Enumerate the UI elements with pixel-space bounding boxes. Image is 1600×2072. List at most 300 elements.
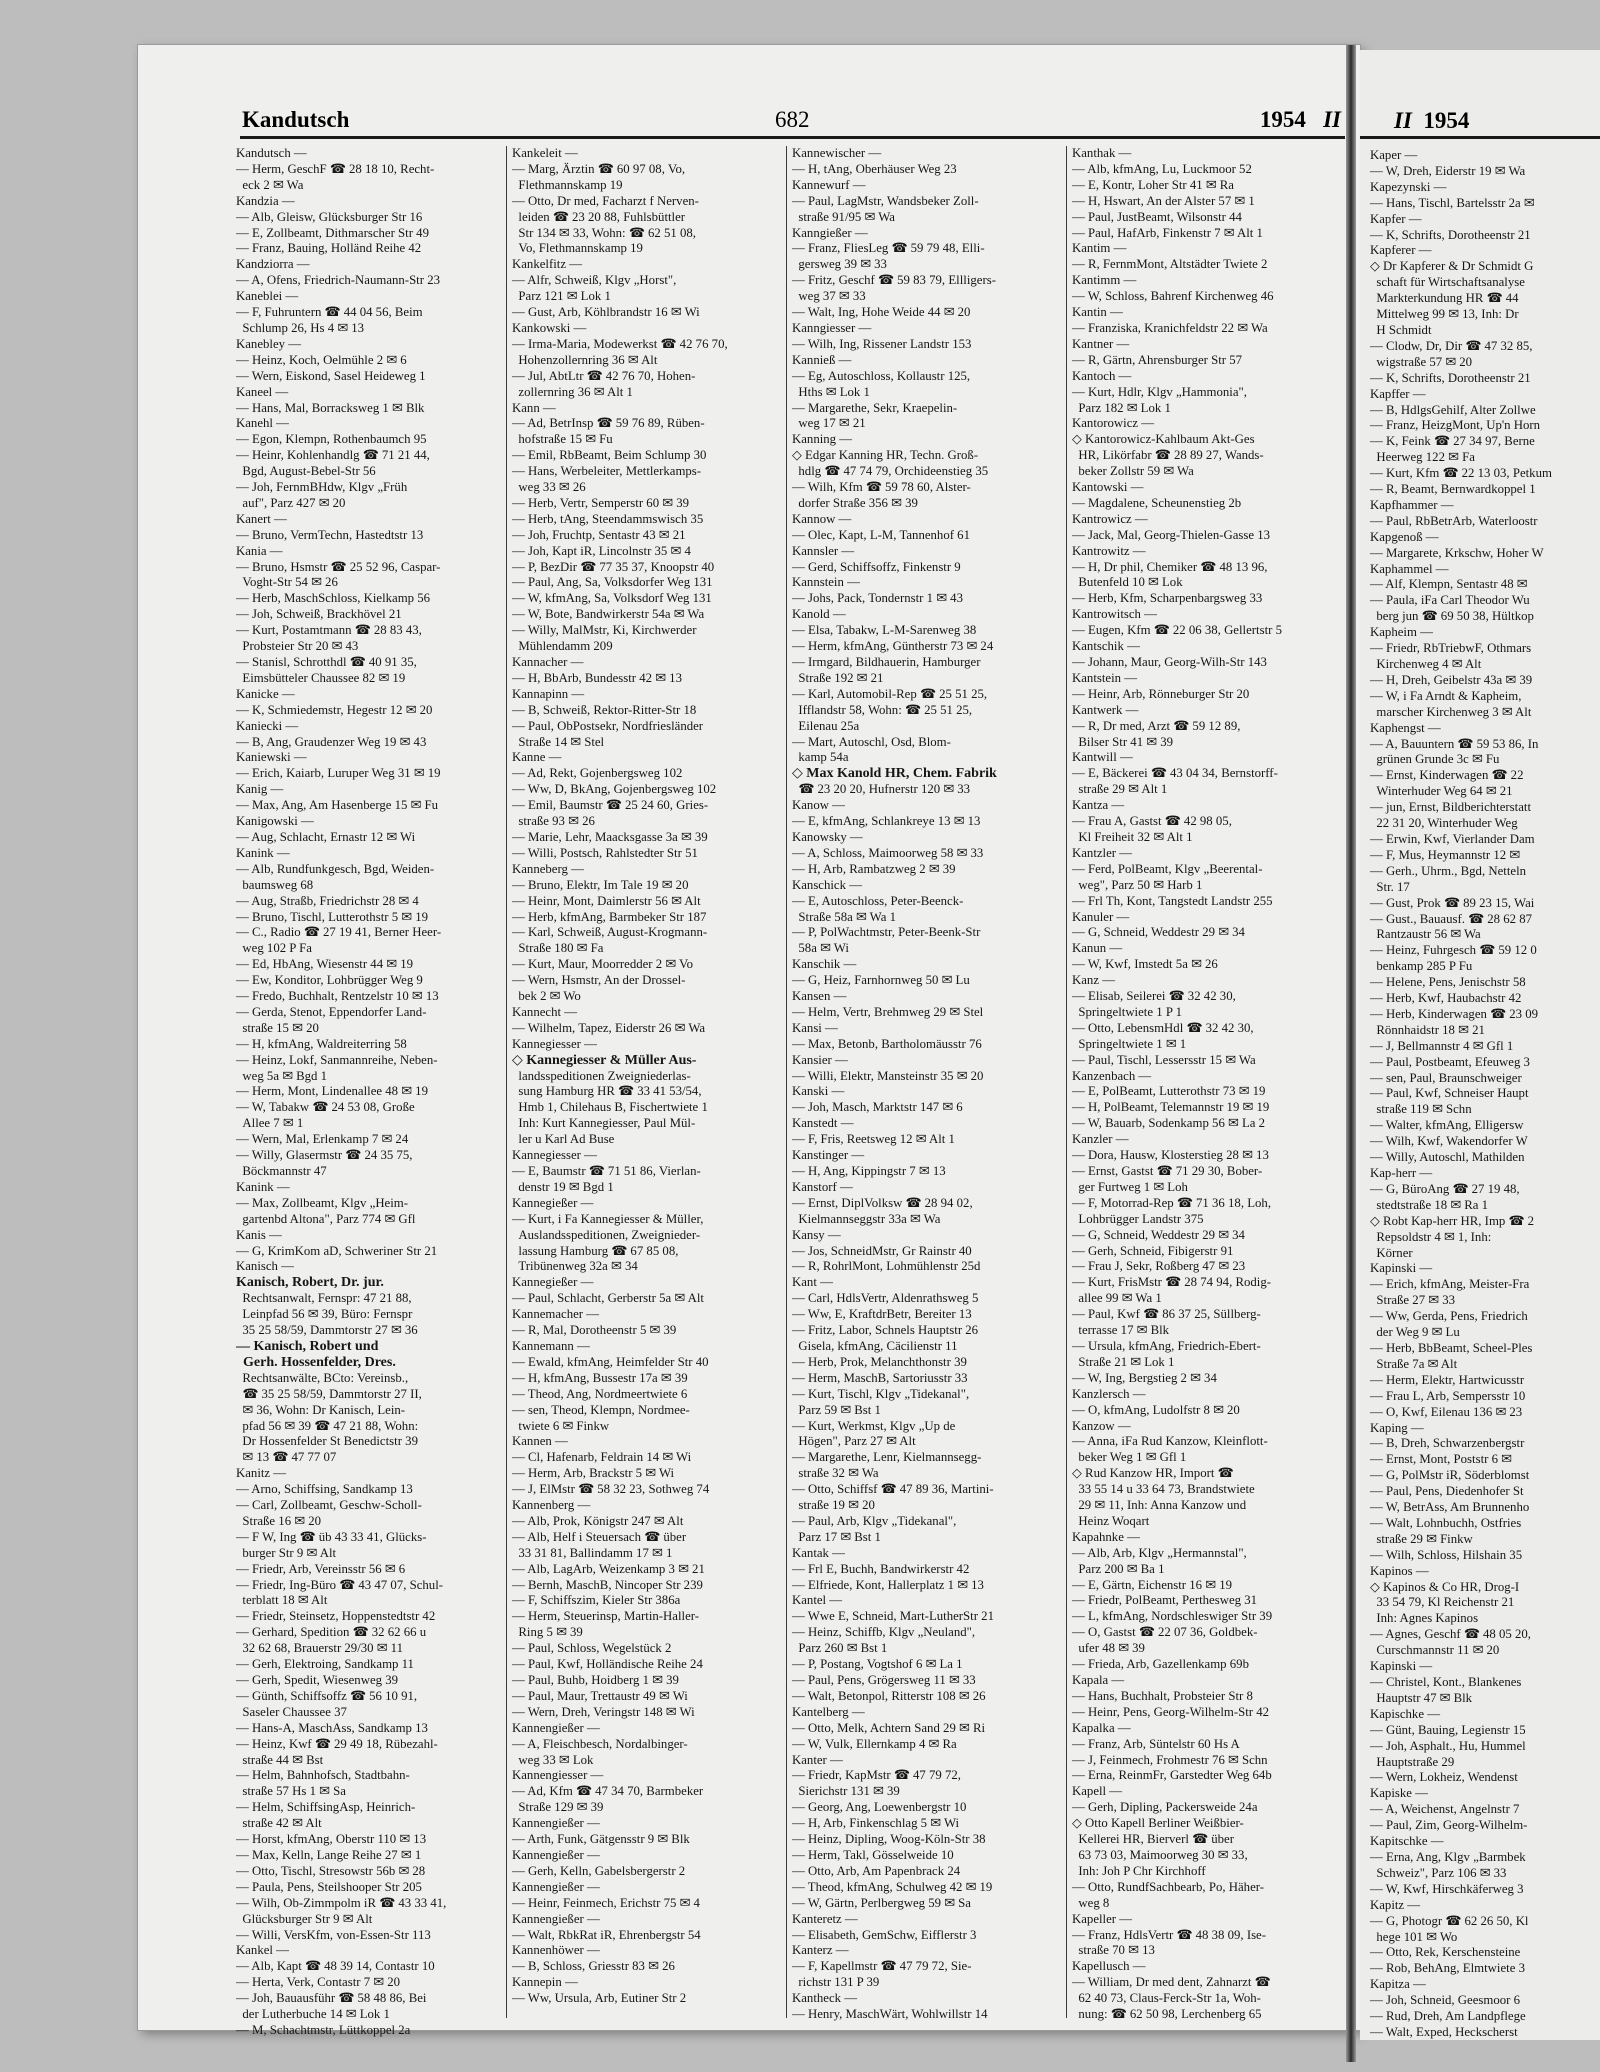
directory-entry: Kantzler — <box>1072 845 1133 860</box>
directory-entry: — Herm, GeschF ☎ 28 18 10, Recht- <box>236 161 435 176</box>
directory-entry: — Margarethe, Lenr, Kielmannsegg- <box>792 1450 982 1465</box>
directory-entry: — Kanisch, Robert und <box>236 1338 379 1354</box>
directory-entry: Rechtsanwälte, BCto: Vereinsb., <box>236 1370 409 1385</box>
directory-entry: — Willi, Elektr, Mansteinstr 35 ✉ 20 <box>792 1068 984 1083</box>
directory-entry: Straße 58a ✉ Wa 1 <box>792 909 896 924</box>
directory-entry: — E, kfmAng, Schlankreye 13 ✉ 13 <box>792 814 981 829</box>
directory-entry: Kannewurf — <box>792 177 866 192</box>
directory-entry: — F, Fris, Reetsweg 12 ✉ Alt 1 <box>792 1132 955 1147</box>
directory-entry: stedtstraße 18 ✉ Ra 1 <box>1370 1197 1489 1212</box>
directory-entry: Kanisch — <box>236 1259 294 1274</box>
directory-entry: — W, i Fa Arndt & Kapheim, <box>1370 688 1522 703</box>
directory-entry: — jun, Ernst, Bildberichterstatt <box>1370 800 1531 815</box>
directory-entry: Bgd, August-Bebel-Str 56 <box>236 464 376 479</box>
directory-entry: Kantrowicz — <box>1072 511 1148 526</box>
directory-entry: — G, Schneid, Weddestr 29 ✉ 34 <box>1072 1227 1245 1242</box>
directory-entry: Mittelweg 99 ✉ 13, Inh: Dr <box>1370 307 1519 322</box>
directory-entry: weg 8 <box>1072 1895 1110 1910</box>
directory-entry: — Kurt, Kfm ☎ 22 13 03, Petkum <box>1370 466 1552 481</box>
directory-entry: — Eg, Autoschloss, Kollaustr 125, <box>792 368 971 383</box>
column-rule <box>506 146 507 2018</box>
directory-entry: Kanun — <box>1072 941 1123 956</box>
directory-entry: — Johann, Maur, Georg-Wilh-Str 143 <box>1072 655 1267 669</box>
book-gutter <box>1346 45 1356 2062</box>
directory-entry: ✉ 36, Wohn: Dr Kanisch, Lein- <box>236 1402 406 1417</box>
directory-entry: Str 134 ✉ 33, Wohn: ☎ 62 51 08, <box>512 225 696 240</box>
directory-entry: — B, Ang, Graudenzer Weg 19 ✉ 43 <box>236 734 427 749</box>
directory-entry: Kantheck — <box>792 1991 858 2006</box>
directory-entry: — H, PolBeamt, Telemannstr 19 ✉ 19 <box>1072 1100 1270 1115</box>
directory-entry: Körner <box>1370 1245 1413 1260</box>
directory-entry: Kania — <box>236 543 283 558</box>
directory-entry: straße 29 ✉ Finkw <box>1370 1531 1473 1546</box>
directory-entry: Kapinski — <box>1370 1659 1433 1674</box>
directory-entry: — R, Mal, Dorotheenstr 5 ✉ 39 <box>512 1323 677 1338</box>
directory-entry: — Max, Kelln, Lange Reihe 27 ✉ 1 <box>236 1847 422 1862</box>
directory-entry: — Herb, Kwf, Haubachstr 42 <box>1370 991 1522 1006</box>
directory-entry: Ifflandstr 58, Wohn: ☎ 25 51 25, <box>792 702 973 717</box>
directory-entry: Kanzler — <box>1072 1132 1129 1147</box>
directory-entry: — W, Kwf, Imstedt 5a ✉ 26 <box>1072 957 1218 972</box>
directory-entry: — Helm, Vertr, Brehmweg 29 ✉ Stel <box>792 1004 984 1019</box>
directory-entry: — Otto, Arb, Am Papenbrack 24 <box>792 1863 961 1878</box>
directory-entry: hdlg ☎ 47 74 79, Orchideenstieg 35 <box>792 464 989 479</box>
directory-entry: Kapferer — <box>1370 243 1432 258</box>
directory-entry: — Paula, Pens, Steilshooper Str 205 <box>236 1879 422 1894</box>
directory-entry: weg 5a ✉ Bgd 1 <box>236 1068 328 1083</box>
directory-entry: weg 37 ✉ 33 <box>792 289 866 304</box>
directory-entry: — W, Bauarb, Sodenkamp 56 ✉ La 2 <box>1072 1116 1266 1131</box>
directory-entry: hofstraße 15 ✉ Fu <box>512 432 613 447</box>
column-3 <box>792 146 1060 2022</box>
directory-entry: — P, Postang, Vogtshof 6 ✉ La 1 <box>792 1657 963 1672</box>
directory-entry: — Günt, Bauing, Legienstr 15 <box>1370 1722 1526 1737</box>
directory-entry: — Herb, Vertr, Semperstr 60 ✉ 39 <box>512 495 690 510</box>
directory-entry: terblatt 18 ✉ Alt <box>236 1593 328 1608</box>
directory-entry: — Heinz, Dipling, Woog-Köln-Str 38 <box>792 1832 986 1847</box>
directory-entry: ◇ Max Kanold HR, Chem. Fabrik <box>792 766 997 782</box>
directory-entry: Parz 200 ✉ Ba 1 <box>1072 1561 1165 1576</box>
directory-entry: Kapellusch — <box>1072 1959 1146 1974</box>
directory-entry: — H, BbArb, Bundesstr 42 ✉ 13 <box>512 670 682 685</box>
directory-entry: — J, Bellmannstr 4 ✉ Gfl 1 <box>1370 1038 1514 1053</box>
directory-entry: — Herta, Verk, Contastr 7 ✉ 20 <box>236 1975 401 1990</box>
directory-entry: Kannewischer — <box>792 146 882 160</box>
directory-entry: Straße 21 ✉ Lok 1 <box>1072 1354 1175 1369</box>
running-head: Kandutsch <box>242 107 350 132</box>
directory-entry: — P, BezDir ☎ 77 35 37, Knoopstr 40 <box>512 559 715 574</box>
directory-entry: — A, Bauuntern ☎ 59 53 86, In <box>1370 736 1539 751</box>
directory-entry: berg jun ☎ 69 50 38, Hültkop <box>1370 609 1534 624</box>
directory-entry: kamp 54a <box>792 750 849 765</box>
directory-entry: 32 62 68, Brauerstr 29/30 ✉ 11 <box>236 1641 403 1656</box>
directory-entry: — Joh, Asphalt., Hu, Hummel <box>1370 1738 1526 1753</box>
directory-entry: — Frau J, Sekr, Roßberg 47 ✉ 23 <box>1072 1259 1246 1274</box>
directory-entry: — Günth, Schiffsoffz ☎ 56 10 91, <box>236 1688 418 1703</box>
directory-entry: — Gerd, Schiffsoffz, Finkenstr 9 <box>792 559 961 574</box>
column-4 <box>1072 146 1342 2022</box>
directory-entry: — Joh, Kapt iR, Lincolnstr 35 ✉ 4 <box>512 543 691 558</box>
page-header <box>240 100 1345 139</box>
directory-entry: — Heinz, Schiffb, Klgv „Neuland", <box>792 1625 976 1640</box>
directory-entry: Kanzow — <box>1072 1418 1131 1433</box>
directory-entry: Kantorowicz — <box>1072 416 1155 431</box>
directory-entry: — Olec, Kapt, L-M, Tannenhof 61 <box>792 527 970 542</box>
directory-entry: Kandziorra — <box>236 257 310 272</box>
directory-entry: 35 25 58/59, Dammtorstr 27 ✉ 36 <box>236 1323 418 1338</box>
directory-entry: — Rob, BehAng, Elmtwiete 3 <box>1370 1961 1525 1976</box>
directory-entry: Gerh. Hossenfelder, Dres. <box>236 1354 396 1370</box>
directory-entry: — Emil, RbBeamt, Beim Schlump 30 <box>512 448 707 463</box>
directory-entry: Kannepin — <box>512 1975 578 1990</box>
directory-entry: — G, Photogr ☎ 62 26 50, Kl <box>1370 1913 1529 1928</box>
directory-entry: Kanne — <box>512 750 562 765</box>
directory-entry: Kannegießer — <box>512 1275 594 1290</box>
directory-entry: Kanngiesser — <box>792 320 872 335</box>
directory-entry: hege 101 ✉ Wo <box>1370 1929 1458 1944</box>
directory-entry: schaft für Wirtschaftsanalyse <box>1370 275 1525 290</box>
directory-entry: — Gerh, Dipling, Packersweide 24a <box>1072 1800 1258 1815</box>
directory-entry: lassung Hamburg ☎ 67 85 08, <box>512 1243 679 1258</box>
directory-entry: weg 33 ✉ Lok <box>512 1752 594 1767</box>
directory-entry: — Wilhelm, Tapez, Eiderstr 26 ✉ Wa <box>512 1020 706 1035</box>
directory-entry: Kannecht — <box>512 1004 578 1019</box>
directory-entry: — Paul, Maur, Trettaustr 49 ✉ Wi <box>512 1688 688 1703</box>
directory-entry: Parz 59 ✉ Bst 1 <box>792 1402 881 1417</box>
directory-entry: Kantowski — <box>1072 480 1144 495</box>
directory-entry: — Paul, Buhb, Hoidberg 1 ✉ 39 <box>512 1673 679 1687</box>
directory-entry: Kant — <box>792 1275 833 1290</box>
directory-entry: — Otto, Rek, Kerschensteine <box>1370 1945 1521 1960</box>
directory-entry: straße 19 ✉ 20 <box>792 1498 875 1513</box>
directory-entry: Parz 182 ✉ Lok 1 <box>1072 400 1171 415</box>
directory-entry: Kapahnke — <box>1072 1529 1140 1544</box>
directory-entry: Kapheim — <box>1370 625 1433 640</box>
directory-entry: — Otto, Schiffsf ☎ 47 89 36, Martini- <box>792 1482 994 1497</box>
directory-entry: Kapeller — <box>1072 1911 1133 1926</box>
column-1 <box>236 146 500 2037</box>
directory-entry: ◇ Dr Kapferer & Dr Schmidt G <box>1370 259 1534 274</box>
directory-entry: Kansen — <box>792 989 847 1004</box>
directory-entry: — Karl, Schweiß, August-Krogmann- <box>512 925 708 940</box>
directory-entry: — Horst, kfmAng, Oberstr 110 ✉ 13 <box>236 1832 427 1847</box>
directory-entry: — Max, Ang, Am Hasenberge 15 ✉ Fu <box>236 798 439 813</box>
directory-entry: — Heinz, Koch, Oelmühle 2 ✉ 6 <box>236 352 407 367</box>
directory-entry: Allee 7 ✉ 1 <box>236 1116 304 1131</box>
directory-entry: — Marie, Lehr, Maacksgasse 3a ✉ 39 <box>512 829 708 844</box>
directory-entry: Kapitschke — <box>1370 1834 1444 1849</box>
directory-entry: — Franziska, Kranichfeldstr 22 ✉ Wa <box>1072 320 1268 335</box>
directory-entry: — Erich, Kaiarb, Luruper Weg 31 ✉ 19 <box>236 766 441 781</box>
directory-entry: Schweiz", Parz 106 ✉ 33 <box>1370 1865 1507 1880</box>
directory-entry: Rechtsanwalt, Fernspr: 47 21 88, <box>236 1291 412 1306</box>
directory-entry: — Gerh, Schneid, Fibigerstr 91 <box>1072 1243 1234 1258</box>
directory-entry: allee 99 ✉ Wa 1 <box>1072 1291 1162 1306</box>
directory-columns <box>236 146 1346 2037</box>
directory-entry: Kanterz — <box>792 1943 849 1958</box>
directory-entry: — Alb, Helf i Steuersach ☎ über <box>512 1529 687 1544</box>
directory-entry: leiden ☎ 23 20 88, Fuhlsbüttler <box>512 209 686 224</box>
directory-entry: — Elisabeth, GemSchw, Eifflerstr 3 <box>792 1927 977 1942</box>
directory-entry: — Hans, Tischl, Bartelsstr 2a ✉ <box>1370 195 1535 210</box>
directory-entry: — Joh, Fruchtp, Sentastr 43 ✉ 21 <box>512 527 686 542</box>
directory-entry: — Elsa, Tabakw, L-M-Sarenweg 38 <box>792 623 977 638</box>
directory-entry: — Willi, VersKfm, von-Essen-Str 113 <box>236 1927 431 1942</box>
directory-entry: — Stanisl, Schrotthdl ☎ 40 91 35, <box>236 655 417 669</box>
directory-entry: — G, KrimKom aD, Schweriner Str 21 <box>236 1243 438 1258</box>
directory-entry: — Max, Betonb, Bartholomäusstr 76 <box>792 1036 982 1051</box>
directory-entry: Kanschik — <box>792 957 857 972</box>
directory-entry: Straße 7a ✉ Alt <box>1370 1356 1458 1371</box>
directory-entry: — Kurt, Werkmst, Klgv „Up de <box>792 1418 956 1433</box>
directory-entry: — C., Radio ☎ 27 19 41, Berner Heer- <box>236 925 442 940</box>
directory-entry: — H, Dr phil, Chemiker ☎ 48 13 96, <box>1072 559 1268 574</box>
next-page-edge <box>1360 50 1600 2040</box>
directory-entry: Kap-herr — <box>1370 1166 1433 1180</box>
directory-entry: Kannengiesser — <box>512 1768 604 1783</box>
directory-entry: — W, BetrAss, Am Brunnenho <box>1370 1500 1530 1515</box>
directory-entry: 29 ✉ 11, Inh: Anna Kanzow und <box>1072 1498 1247 1513</box>
directory-entry: Böckmannstr 47 <box>236 1164 327 1178</box>
directory-entry: 22 31 20, Winterhuder Weg <box>1370 816 1518 831</box>
directory-entry: — Joh, Bauausführ ☎ 58 48 86, Bei <box>236 1991 427 2006</box>
directory-entry: — G, Heiz, Farnhornweg 50 ✉ Lu <box>792 973 970 988</box>
directory-entry: Kanink — <box>236 1179 290 1194</box>
directory-entry: — Herm, Elektr, Hartwicusstr <box>1370 1372 1525 1387</box>
directory-entry: straße 93 ✉ 26 <box>512 814 595 829</box>
directory-entry: Kannegießer — <box>512 1195 594 1210</box>
directory-entry: Kannieß — <box>792 352 852 367</box>
directory-entry: — Ursula, kfmAng, Friedrich-Ebert- <box>1072 1338 1261 1353</box>
directory-entry: Kantrowitsch — <box>1072 607 1157 622</box>
directory-entry: — Paul, Schloss, Wegelstück 2 <box>512 1641 672 1656</box>
directory-entry: Kanstorf — <box>792 1179 853 1194</box>
directory-entry: — H, Hswart, An der Alster 57 ✉ 1 <box>1072 193 1255 208</box>
directory-entry: Kl Freiheit 32 ✉ Alt 1 <box>1072 829 1193 844</box>
directory-entry: — Ewald, kfmAng, Heimfelder Str 40 <box>512 1354 709 1369</box>
directory-entry: — Bruno, Tischl, Lutterothstr 5 ✉ 19 <box>236 909 429 924</box>
directory-entry: Kannsler — <box>792 543 855 558</box>
directory-entry: — Mart, Autoschl, Osd, Blom- <box>792 734 951 749</box>
directory-entry: ◇ Edgar Kanning HR, Techn. Groß- <box>792 448 979 463</box>
directory-entry: — Dora, Hausw, Klosterstieg 28 ✉ 13 <box>1072 1148 1269 1163</box>
directory-entry: ☎ 23 20 20, Hufnerstr 120 ✉ 33 <box>792 782 971 797</box>
column-rule <box>786 146 787 2018</box>
directory-entry: Kannengießer — <box>512 1911 600 1926</box>
directory-entry: Kannegiesser — <box>512 1036 597 1051</box>
directory-entry: Hmb 1, Chilehaus B, Fischertwiete 1 <box>512 1100 708 1115</box>
directory-entry: — Christel, Kont., Blankenes <box>1370 1675 1522 1689</box>
directory-entry: Kanis — <box>236 1227 282 1242</box>
directory-entry: — Franz, HdlsVertr ☎ 48 38 09, Ise- <box>1072 1927 1266 1942</box>
directory-entry: — Hans-A, MaschAss, Sandkamp 13 <box>236 1720 428 1735</box>
directory-entry: — Heinr, Kohlenhandlg ☎ 71 21 44, <box>236 448 430 463</box>
directory-entry: — Cl, Hafenarb, Feldrain 14 ✉ Wi <box>512 1450 692 1465</box>
directory-entry: — Hans, Buchhalt, Probsteier Str 8 <box>1072 1688 1253 1703</box>
directory-entry: — Ww, D, BkAng, Gojenbergsweg 102 <box>512 782 717 797</box>
directory-entry: — Wilh, Schloss, Hilshain 35 <box>1370 1547 1523 1562</box>
directory-entry: — Friedr, PolBeamt, Perthesweg 31 <box>1072 1593 1258 1608</box>
directory-entry: — R, RohrlMont, Lohmühlenstr 25d <box>792 1259 981 1274</box>
directory-entry: Kellerei HR, Bierverl ☎ über <box>1072 1832 1234 1847</box>
directory-entry: — Heinz, Fuhrgesch ☎ 59 12 0 <box>1370 943 1537 958</box>
directory-entry: Kapinos — <box>1370 1563 1429 1578</box>
directory-entry: Kaper — <box>1370 148 1418 162</box>
directory-entry: — Hans, Mal, Borracksweg 1 ✉ Blk <box>236 400 425 415</box>
directory-entry: — W, Schloss, Bahrenf Kirchenweg 46 <box>1072 289 1274 304</box>
directory-entry: — Paul, Postbeamt, Efeuweg 3 <box>1370 1054 1530 1069</box>
directory-entry: — Wilh, Kwf, Wakendorfer W <box>1370 1134 1528 1149</box>
directory-entry: Straße 180 ✉ Fa <box>512 941 604 956</box>
directory-entry: Kanisch, Robert, Dr. jur. <box>236 1275 384 1291</box>
directory-entry: — Franz, FliesLeg ☎ 59 79 48, Elli- <box>792 241 985 256</box>
directory-entry: — Ad, BetrInsp ☎ 59 76 89, Rüben- <box>512 416 705 431</box>
next-page-header-rule <box>1360 136 1600 139</box>
directory-entry: Kapgenoß — <box>1370 529 1439 544</box>
directory-entry: — Willi, Postsch, Rahlstedter Str 51 <box>512 845 698 860</box>
directory-entry: — G, Schneid, Weddestr 29 ✉ 34 <box>1072 925 1245 940</box>
directory-entry: Kanter — <box>792 1752 843 1767</box>
directory-entry: — Magdalene, Scheunenstieg 2b <box>1072 495 1242 510</box>
directory-entry: — Gerh., Uhrm., Bgd, Netteln <box>1370 863 1527 878</box>
directory-entry: — Joh, Masch, Marktstr 147 ✉ 6 <box>792 1100 963 1115</box>
directory-entry: — B, HdlgsGehilf, Alter Zollwe <box>1370 402 1536 417</box>
next-page-volume: II <box>1394 108 1412 133</box>
directory-entry: — Gerh, Spedit, Wiesenweg 39 <box>236 1673 399 1687</box>
directory-entry: Straße 14 ✉ Stel <box>512 734 605 749</box>
directory-entry: — Herb, Kfm, Scharpenbargsweg 33 <box>1072 591 1263 606</box>
directory-entry: Kaniewski — <box>236 750 307 765</box>
directory-entry: ler u Karl Ad Buse <box>512 1132 615 1147</box>
directory-entry: — William, Dr med dent, Zahnarzt ☎ <box>1072 1975 1271 1990</box>
directory-entry: — Wern, Dreh, Veringstr 148 ✉ Wi <box>512 1704 695 1719</box>
directory-entry: Kannengießer — <box>512 1847 600 1862</box>
directory-entry: — R, FernmMont, Altstädter Twiete 2 <box>1072 257 1268 272</box>
directory-entry: baumsweg 68 <box>236 877 314 892</box>
directory-entry: — Franz, Arb, Süntelstr 60 Hs A <box>1072 1736 1240 1751</box>
directory-entry: HR, Likörfabr ☎ 28 89 27, Wands- <box>1072 448 1264 463</box>
directory-entry: — Friedr, KapMstr ☎ 47 79 72, <box>792 1768 961 1783</box>
directory-entry: — W, Gärtn, Perlbergweg 59 ✉ Sa <box>792 1895 971 1910</box>
directory-entry: — Paul, ObPostsekr, Nordfriesländer <box>512 718 704 733</box>
directory-entry: — F, Mus, Heymannstr 12 ✉ <box>1370 847 1521 862</box>
directory-entry: Voght-Str 54 ✉ 26 <box>236 575 338 590</box>
directory-entry: — Friedr, Ing-Büro ☎ 43 47 07, Schul- <box>236 1577 444 1592</box>
directory-entry: — Ernst, DiplVolksw ☎ 28 94 02, <box>792 1195 973 1210</box>
directory-entry: — Walt, Lohnbuchh, Ostfries <box>1370 1515 1522 1530</box>
directory-entry: — Herb, Kinderwagen ☎ 23 09 <box>1370 1006 1539 1021</box>
directory-entry: Kantoch — <box>1072 368 1132 383</box>
directory-entry: — R, Gärtn, Ahrensburger Str 57 <box>1072 352 1243 367</box>
directory-entry: — J, ElMstr ☎ 58 32 23, Sothweg 74 <box>512 1482 710 1497</box>
directory-entry: Kantak — <box>792 1545 845 1560</box>
directory-entry: — Herm, Steuerinsp, Martin-Haller- <box>512 1609 700 1624</box>
directory-entry: Kannenberg — <box>512 1498 591 1513</box>
directory-entry: — Gust, Prok ☎ 89 23 15, Wai <box>1370 895 1535 910</box>
directory-entry: Kanning — <box>792 432 853 447</box>
directory-entry: Kannenhöwer — <box>512 1943 600 1958</box>
directory-entry: Kanow — <box>792 798 845 813</box>
directory-entry: Vo, Flethmannskamp 19 <box>512 241 643 256</box>
directory-entry: — Herb, MaschSchloss, Kielkamp 56 <box>236 591 431 606</box>
page-number: 682 <box>775 107 810 132</box>
directory-entry: Butenfeld 10 ✉ Lok <box>1072 575 1183 590</box>
directory-entry: — Otto, LebensmHdl ☎ 32 42 30, <box>1072 1020 1254 1035</box>
directory-entry: — Wilh, Kfm ☎ 59 78 60, Alster- <box>792 480 971 495</box>
directory-entry: — E, Baumstr ☎ 71 51 86, Vierlan- <box>512 1164 701 1178</box>
directory-entry: — Clodw, Dr, Dir ☎ 47 32 85, <box>1370 338 1533 353</box>
directory-entry: — Erwin, Kwf, Vierlander Dam <box>1370 831 1535 846</box>
directory-entry: — Kurt, i Fa Kannegiesser & Müller, <box>512 1211 704 1226</box>
directory-entry: — Otto, RundfSachbearb, Po, Häher- <box>1072 1879 1265 1894</box>
directory-entry: — Kurt, Hdlr, Klgv „Hammonia", <box>1072 384 1247 399</box>
directory-entry: — Ad, Kfm ☎ 47 34 70, Barmbeker <box>512 1784 704 1799</box>
directory-entry: straße 91/95 ✉ Wa <box>792 209 895 224</box>
directory-entry: — Henry, MaschWärt, Wohlwillstr 14 <box>792 2007 988 2022</box>
directory-entry: Glücksburger Str 9 ✉ Alt <box>236 1911 373 1926</box>
directory-entry: — Alb, Kapt ☎ 48 39 14, Contastr 10 <box>236 1959 435 1974</box>
directory-entry: — Paul, Pens, Grögersweg 11 ✉ 33 <box>792 1673 976 1687</box>
directory-entry: Markterkundung HR ☎ 44 <box>1370 291 1519 306</box>
directory-entry: — Alb, Prok, Königstr 247 ✉ Alt <box>512 1513 684 1528</box>
directory-entry: ✉ 13 ☎ 47 77 07 <box>236 1450 337 1465</box>
directory-entry: — Gust, Arb, Köhlbrandstr 16 ✉ Wi <box>512 305 700 320</box>
directory-entry: der Weg 9 ✉ Lu <box>1370 1325 1460 1340</box>
directory-entry: — Alb, LagArb, Weizenkamp 3 ✉ 21 <box>512 1561 705 1576</box>
directory-entry: — Paul, Zim, Georg-Wilhelm- <box>1370 1818 1528 1833</box>
directory-entry: Kaniecki — <box>236 718 299 733</box>
directory-entry: ◇ Robt Kap-herr HR, Imp ☎ 2 <box>1370 1213 1535 1228</box>
directory-entry: — Wilh, Ing, Rissener Landstr 153 <box>792 336 972 351</box>
directory-entry: — B, Schweiß, Rektor-Ritter-Str 18 <box>512 702 697 717</box>
directory-entry: — Irmgard, Bildhauerin, Hamburger <box>792 655 981 669</box>
directory-entry: Kaphammel — <box>1370 561 1449 576</box>
directory-entry: ◇ Kannegiesser & Müller Aus- <box>512 1052 697 1068</box>
directory-entry: — Bruno, Elektr, Im Tale 19 ✉ 20 <box>512 877 689 892</box>
directory-entry: — Theod, kfmAng, Schulweg 42 ✉ 19 <box>792 1879 993 1894</box>
directory-entry: 33 54 79, Kl Reichenstr 21 <box>1370 1595 1515 1610</box>
directory-entry: Hths ✉ Lok 1 <box>792 384 870 399</box>
directory-entry: — E, Gärtn, Eichenstr 16 ✉ 19 <box>1072 1577 1232 1592</box>
directory-entry: — Herb, kfmAng, Barmbeker Str 187 <box>512 909 707 924</box>
directory-entry: — Willy, Glasermstr ☎ 24 35 75, <box>236 1148 413 1163</box>
directory-entry: straße 15 ✉ 20 <box>236 1020 319 1035</box>
directory-entry: Kanowsky — <box>792 829 863 844</box>
directory-entry: gartenbd Altona", Parz 774 ✉ Gfl <box>236 1211 416 1226</box>
directory-entry: — Paul, Ang, Sa, Volksdorfer Weg 131 <box>512 575 713 590</box>
directory-entry: Kannow — <box>792 511 852 526</box>
directory-entry: — Heinr, Pens, Georg-Wilhelm-Str 42 <box>1072 1704 1270 1719</box>
directory-entry: Kapitz — <box>1370 1897 1421 1912</box>
directory-entry: — Ww, Ursula, Arb, Eutiner Str 2 <box>512 1991 687 2006</box>
directory-entry: — Alfr, Schweiß, Klgv „Horst", <box>512 273 677 288</box>
directory-entry: wigstraße 57 ✉ 20 <box>1370 354 1473 369</box>
directory-entry: Kanold — <box>792 607 846 622</box>
directory-entry: — H, Dreh, Geibelstr 43a ✉ 39 <box>1370 672 1533 687</box>
directory-entry: — Bruno, VermTechn, Hastedtstr 13 <box>236 527 424 542</box>
directory-entry: — Ernst, Mont, Poststr 6 ✉ <box>1370 1452 1512 1467</box>
directory-entry: Kantel — <box>792 1593 843 1608</box>
directory-entry: — Karl, Automobil-Rep ☎ 25 51 25, <box>792 686 988 701</box>
directory-entry: Hauptstr 47 ✉ Blk <box>1370 1690 1473 1705</box>
directory-entry: Kanigowski — <box>236 814 314 829</box>
directory-entry: — Agnes, Geschf ☎ 48 05 20, <box>1370 1627 1531 1642</box>
directory-entry: Kapinski — <box>1370 1261 1433 1276</box>
directory-entry: — R, Beamt, Bernwardkoppel 1 <box>1370 482 1536 497</box>
directory-entry: Kapffer — <box>1370 386 1426 401</box>
directory-entry: Kannemacher — <box>512 1307 600 1322</box>
directory-entry: Kapischke — <box>1370 1706 1441 1721</box>
